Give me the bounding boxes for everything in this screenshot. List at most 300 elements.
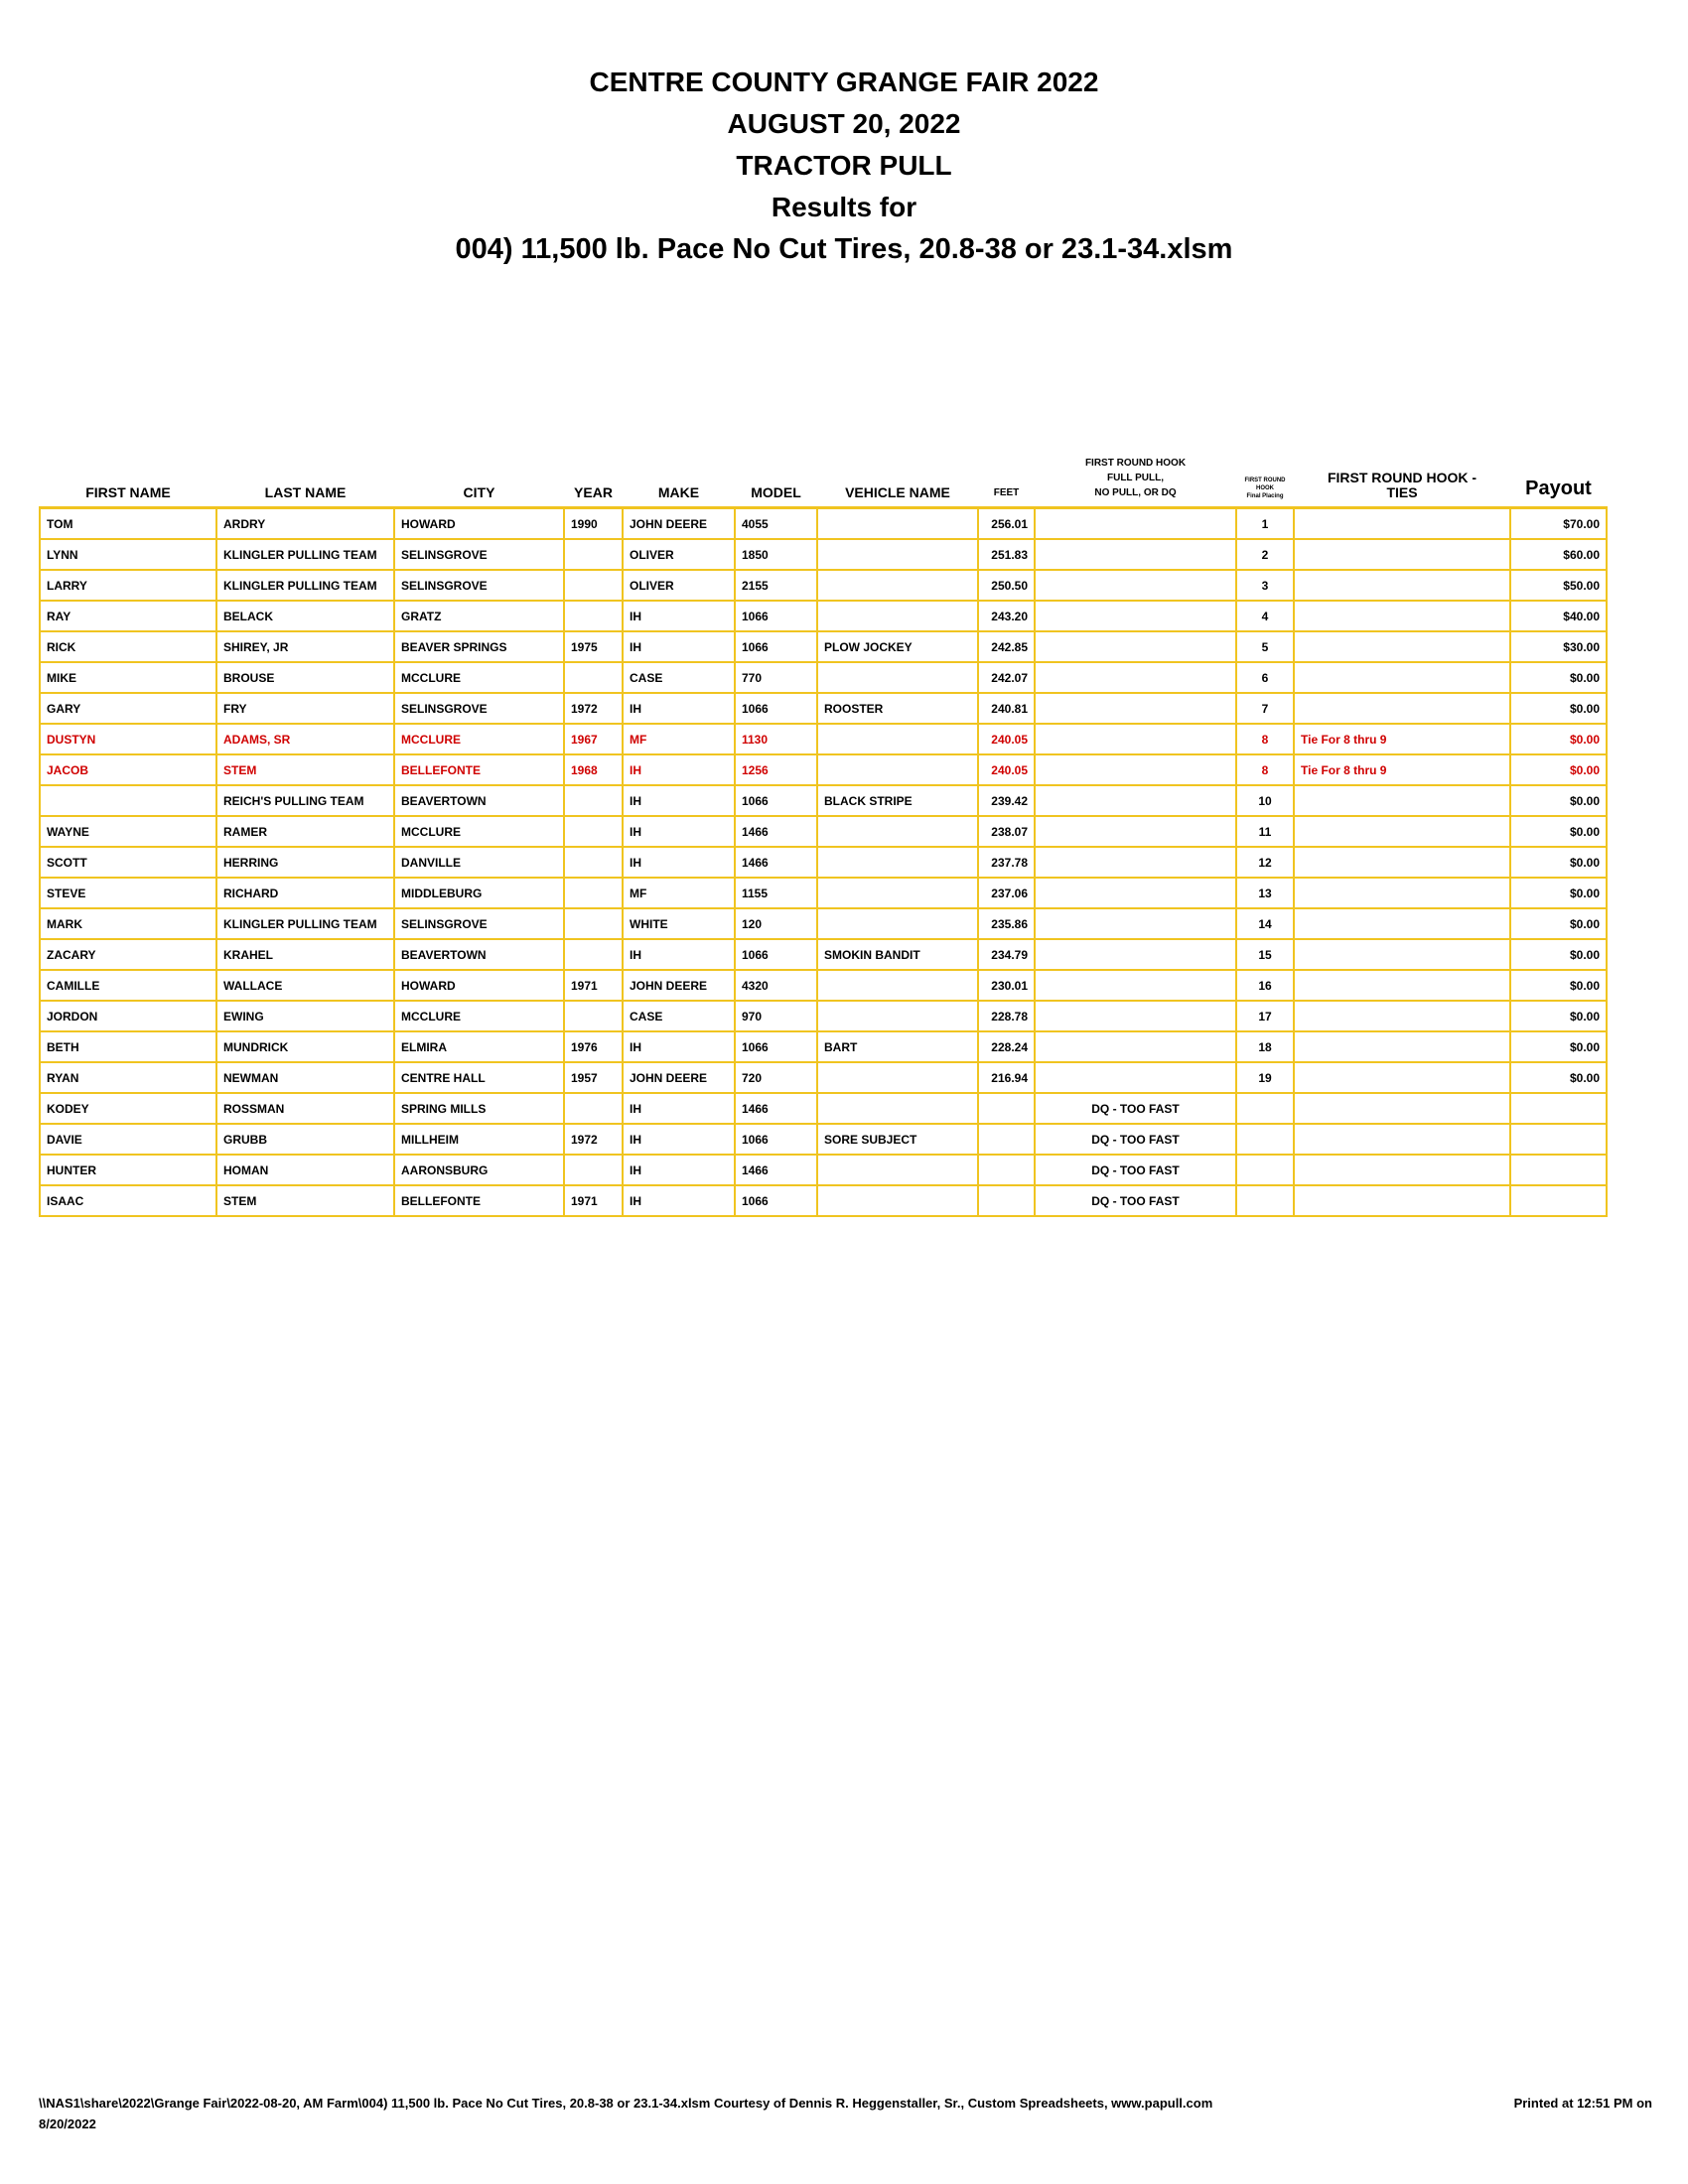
- cell-vehicle-name: [817, 847, 978, 878]
- cell-vehicle-name: [817, 539, 978, 570]
- cell-make: OLIVER: [623, 570, 735, 601]
- cell-vehicle-name: [817, 1185, 978, 1216]
- cell-make: IH: [623, 1031, 735, 1062]
- table-row: [40, 1031, 1607, 1062]
- col-payout: Payout: [1525, 478, 1592, 499]
- cell-payout: [1510, 1185, 1607, 1216]
- col-vehicle-name: VEHICLE NAME: [845, 484, 950, 500]
- cell-vehicle-name: [817, 754, 978, 785]
- cell-first-name: RYAN: [40, 1062, 216, 1093]
- table-row: [40, 939, 1607, 970]
- col-ties-line2: TIES: [1386, 484, 1418, 500]
- cell-payout: $0.00: [1510, 785, 1607, 816]
- cell-model: 1066: [735, 1185, 817, 1216]
- cell-last-name: FRY: [216, 693, 394, 724]
- table-row: [40, 662, 1607, 693]
- cell-hook-result: [1035, 816, 1236, 847]
- cell-hook-result: [1035, 662, 1236, 693]
- table-row: [40, 539, 1607, 570]
- cell-hook-result: [1035, 693, 1236, 724]
- cell-year: [564, 908, 623, 939]
- cell-final-placing: [1236, 1124, 1294, 1155]
- cell-last-name: STEM: [216, 1185, 394, 1216]
- table-row: [40, 508, 1607, 540]
- cell-last-name: BELACK: [216, 601, 394, 631]
- cell-model: 1466: [735, 1155, 817, 1185]
- cell-vehicle-name: [817, 601, 978, 631]
- cell-ties: [1294, 539, 1510, 570]
- cell-final-placing: 16: [1236, 970, 1294, 1001]
- cell-make: JOHN DEERE: [623, 970, 735, 1001]
- cell-payout: $0.00: [1510, 1062, 1607, 1093]
- cell-first-name: BETH: [40, 1031, 216, 1062]
- cell-payout: $0.00: [1510, 1031, 1607, 1062]
- cell-hook-result: [1035, 847, 1236, 878]
- cell-city: MIDDLEBURG: [394, 878, 564, 908]
- cell-year: [564, 1093, 623, 1124]
- printed-time: Printed at 12:51 PM on: [1513, 2096, 1652, 2111]
- cell-first-name: ISAAC: [40, 1185, 216, 1216]
- cell-feet: 237.06: [978, 878, 1035, 908]
- cell-vehicle-name: ROOSTER: [817, 693, 978, 724]
- cell-last-name: STEM: [216, 754, 394, 785]
- col-hook-line3: NO PULL, OR DQ: [1094, 487, 1177, 498]
- cell-last-name: MUNDRICK: [216, 1031, 394, 1062]
- cell-make: OLIVER: [623, 539, 735, 570]
- table-row: [40, 1001, 1607, 1031]
- cell-city: BELLEFONTE: [394, 754, 564, 785]
- cell-last-name: NEWMAN: [216, 1062, 394, 1093]
- cell-payout: $50.00: [1510, 570, 1607, 601]
- results-body: [40, 508, 1607, 1217]
- cell-ties: [1294, 1185, 1510, 1216]
- cell-city: HOWARD: [394, 508, 564, 540]
- table-row: [40, 754, 1607, 785]
- cell-vehicle-name: [817, 878, 978, 908]
- cell-make: IH: [623, 631, 735, 662]
- col-ties: [1294, 441, 1510, 508]
- cell-feet: [978, 1155, 1035, 1185]
- cell-feet: [978, 1124, 1035, 1155]
- cell-hook-result: DQ - TOO FAST: [1035, 1093, 1236, 1124]
- cell-payout: $40.00: [1510, 601, 1607, 631]
- cell-ties: [1294, 693, 1510, 724]
- col-year: YEAR: [574, 484, 613, 500]
- cell-ties: [1294, 939, 1510, 970]
- col-first-name: FIRST NAME: [85, 484, 171, 500]
- cell-last-name: ROSSMAN: [216, 1093, 394, 1124]
- cell-year: 1972: [564, 693, 623, 724]
- cell-ties: [1294, 508, 1510, 540]
- cell-hook-result: [1035, 908, 1236, 939]
- cell-hook-result: [1035, 1031, 1236, 1062]
- cell-first-name: CAMILLE: [40, 970, 216, 1001]
- table-row: [40, 601, 1607, 631]
- col-hook-line2: FULL PULL,: [1106, 473, 1165, 483]
- cell-vehicle-name: [817, 908, 978, 939]
- cell-hook-result: [1035, 631, 1236, 662]
- cell-model: 120: [735, 908, 817, 939]
- cell-vehicle-name: [817, 1062, 978, 1093]
- cell-ties: [1294, 601, 1510, 631]
- cell-year: [564, 1001, 623, 1031]
- cell-vehicle-name: [817, 1155, 978, 1185]
- cell-city: HOWARD: [394, 970, 564, 1001]
- cell-feet: 251.83: [978, 539, 1035, 570]
- cell-vehicle-name: [817, 816, 978, 847]
- event-title: CENTRE COUNTY GRANGE FAIR 2022: [589, 67, 1099, 97]
- cell-year: [564, 1155, 623, 1185]
- cell-payout: $0.00: [1510, 908, 1607, 939]
- cell-final-placing: 13: [1236, 878, 1294, 908]
- cell-final-placing: 8: [1236, 754, 1294, 785]
- event-name: TRACTOR PULL: [736, 150, 952, 181]
- cell-final-placing: 15: [1236, 939, 1294, 970]
- cell-first-name: MARK: [40, 908, 216, 939]
- cell-model: 4320: [735, 970, 817, 1001]
- file-path: \\NAS1\share\2022\Grange Fair\2022-08-20, AM Farm\004) 11,500 lb. Pace No Cut Tires, 20.8-38 or 23.1-34.xlsm Courtesy of Dennis R. Heggenstaller, Sr., Custom Spreadsheets, www.papull.com: [39, 2096, 1213, 2111]
- table-header-row: [40, 441, 1607, 508]
- cell-vehicle-name: SMOKIN BANDIT: [817, 939, 978, 970]
- cell-year: [564, 816, 623, 847]
- col-last-name: LAST NAME: [264, 484, 347, 500]
- cell-model: 1466: [735, 847, 817, 878]
- table-row: [40, 970, 1607, 1001]
- cell-feet: 242.07: [978, 662, 1035, 693]
- cell-first-name: LYNN: [40, 539, 216, 570]
- cell-vehicle-name: [817, 970, 978, 1001]
- cell-year: 1976: [564, 1031, 623, 1062]
- cell-first-name: STEVE: [40, 878, 216, 908]
- table-row: [40, 785, 1607, 816]
- cell-final-placing: 2: [1236, 539, 1294, 570]
- cell-last-name: RAMER: [216, 816, 394, 847]
- cell-make: IH: [623, 816, 735, 847]
- col-placing-line2: HOOK: [1256, 485, 1274, 491]
- col-hook-line1: FIRST ROUND HOOK: [1084, 458, 1187, 469]
- cell-payout: $0.00: [1510, 939, 1607, 970]
- cell-city: DANVILLE: [394, 847, 564, 878]
- cell-city: SELINSGROVE: [394, 693, 564, 724]
- cell-final-placing: [1236, 1093, 1294, 1124]
- cell-feet: 235.86: [978, 908, 1035, 939]
- cell-feet: 228.78: [978, 1001, 1035, 1031]
- cell-vehicle-name: BLACK STRIPE: [817, 785, 978, 816]
- cell-make: IH: [623, 601, 735, 631]
- cell-year: 1990: [564, 508, 623, 540]
- cell-model: 1850: [735, 539, 817, 570]
- cell-vehicle-name: [817, 1093, 978, 1124]
- cell-city: GRATZ: [394, 601, 564, 631]
- cell-final-placing: 10: [1236, 785, 1294, 816]
- cell-first-name: HUNTER: [40, 1155, 216, 1185]
- cell-payout: $60.00: [1510, 539, 1607, 570]
- cell-year: 1968: [564, 754, 623, 785]
- cell-vehicle-name: BART: [817, 1031, 978, 1062]
- cell-final-placing: 5: [1236, 631, 1294, 662]
- cell-make: IH: [623, 693, 735, 724]
- col-feet: FEET: [993, 487, 1020, 498]
- cell-final-placing: 7: [1236, 693, 1294, 724]
- cell-payout: $0.00: [1510, 816, 1607, 847]
- cell-model: 2155: [735, 570, 817, 601]
- cell-model: 1155: [735, 878, 817, 908]
- cell-city: SELINSGROVE: [394, 570, 564, 601]
- table-row: [40, 1124, 1607, 1155]
- cell-ties: Tie For 8 thru 9: [1294, 724, 1510, 754]
- cell-model: 1466: [735, 1093, 817, 1124]
- cell-hook-result: [1035, 601, 1236, 631]
- cell-final-placing: 3: [1236, 570, 1294, 601]
- cell-hook-result: [1035, 570, 1236, 601]
- cell-final-placing: 17: [1236, 1001, 1294, 1031]
- cell-ties: [1294, 1062, 1510, 1093]
- cell-first-name: SCOTT: [40, 847, 216, 878]
- table-row: [40, 1062, 1607, 1093]
- cell-model: 1066: [735, 1031, 817, 1062]
- table-row: [40, 1185, 1607, 1216]
- table-row: [40, 1155, 1607, 1185]
- cell-ties: [1294, 1124, 1510, 1155]
- cell-ties: [1294, 662, 1510, 693]
- cell-final-placing: 14: [1236, 908, 1294, 939]
- cell-feet: 228.24: [978, 1031, 1035, 1062]
- cell-year: 1971: [564, 970, 623, 1001]
- cell-model: 1066: [735, 939, 817, 970]
- cell-model: 4055: [735, 508, 817, 540]
- cell-model: 1130: [735, 724, 817, 754]
- cell-year: [564, 570, 623, 601]
- cell-last-name: KLINGLER PULLING TEAM: [216, 908, 394, 939]
- cell-ties: [1294, 1155, 1510, 1185]
- cell-hook-result: [1035, 508, 1236, 540]
- cell-model: 1256: [735, 754, 817, 785]
- cell-city: AARONSBURG: [394, 1155, 564, 1185]
- cell-make: IH: [623, 1185, 735, 1216]
- cell-last-name: HERRING: [216, 847, 394, 878]
- cell-vehicle-name: SORE SUBJECT: [817, 1124, 978, 1155]
- cell-payout: $0.00: [1510, 1001, 1607, 1031]
- cell-last-name: BROUSE: [216, 662, 394, 693]
- cell-model: 720: [735, 1062, 817, 1093]
- cell-final-placing: 8: [1236, 724, 1294, 754]
- cell-make: IH: [623, 1155, 735, 1185]
- cell-last-name: GRUBB: [216, 1124, 394, 1155]
- cell-make: JOHN DEERE: [623, 1062, 735, 1093]
- cell-ties: [1294, 1001, 1510, 1031]
- cell-payout: $0.00: [1510, 662, 1607, 693]
- cell-make: MF: [623, 878, 735, 908]
- cell-payout: $0.00: [1510, 878, 1607, 908]
- cell-feet: 216.94: [978, 1062, 1035, 1093]
- cell-first-name: JACOB: [40, 754, 216, 785]
- table-row: [40, 724, 1607, 754]
- cell-last-name: KRAHEL: [216, 939, 394, 970]
- cell-first-name: JORDON: [40, 1001, 216, 1031]
- col-hook: [1035, 441, 1236, 508]
- cell-year: [564, 785, 623, 816]
- cell-hook-result: [1035, 878, 1236, 908]
- cell-feet: 238.07: [978, 816, 1035, 847]
- cell-city: BEAVERTOWN: [394, 939, 564, 970]
- col-placing-line3: Final Placing: [1246, 493, 1284, 499]
- cell-hook-result: DQ - TOO FAST: [1035, 1185, 1236, 1216]
- cell-first-name: ZACARY: [40, 939, 216, 970]
- cell-city: SELINSGROVE: [394, 908, 564, 939]
- cell-payout: [1510, 1093, 1607, 1124]
- cell-payout: $0.00: [1510, 970, 1607, 1001]
- cell-payout: $0.00: [1510, 754, 1607, 785]
- cell-make: IH: [623, 754, 735, 785]
- class-file-name: 004) 11,500 lb. Pace No Cut Tires, 20.8-38 or 23.1-34.xlsm: [455, 233, 1233, 265]
- cell-vehicle-name: PLOW JOCKEY: [817, 631, 978, 662]
- cell-city: SELINSGROVE: [394, 539, 564, 570]
- col-ties-line1: FIRST ROUND HOOK -: [1327, 470, 1477, 485]
- cell-feet: 240.05: [978, 754, 1035, 785]
- cell-make: WHITE: [623, 908, 735, 939]
- cell-feet: 234.79: [978, 939, 1035, 970]
- col-placing-line1: FIRST ROUND: [1244, 478, 1286, 483]
- cell-final-placing: 4: [1236, 601, 1294, 631]
- cell-make: IH: [623, 785, 735, 816]
- cell-make: IH: [623, 847, 735, 878]
- cell-ties: [1294, 816, 1510, 847]
- table-row: [40, 570, 1607, 601]
- cell-model: 1066: [735, 601, 817, 631]
- table-row: [40, 693, 1607, 724]
- cell-feet: 237.78: [978, 847, 1035, 878]
- col-make: MAKE: [657, 484, 700, 500]
- cell-model: 1066: [735, 785, 817, 816]
- cell-feet: 250.50: [978, 570, 1035, 601]
- cell-vehicle-name: [817, 724, 978, 754]
- cell-model: 1066: [735, 693, 817, 724]
- cell-feet: 240.81: [978, 693, 1035, 724]
- cell-last-name: HOMAN: [216, 1155, 394, 1185]
- cell-make: IH: [623, 1093, 735, 1124]
- table-row: [40, 878, 1607, 908]
- cell-first-name: MIKE: [40, 662, 216, 693]
- table-row: [40, 847, 1607, 878]
- cell-year: [564, 939, 623, 970]
- cell-make: CASE: [623, 662, 735, 693]
- cell-last-name: KLINGLER PULLING TEAM: [216, 539, 394, 570]
- cell-last-name: WALLACE: [216, 970, 394, 1001]
- cell-hook-result: [1035, 1001, 1236, 1031]
- page-footer: [39, 2093, 1652, 2134]
- cell-first-name: DAVIE: [40, 1124, 216, 1155]
- cell-feet: 243.20: [978, 601, 1035, 631]
- cell-final-placing: 11: [1236, 816, 1294, 847]
- cell-make: JOHN DEERE: [623, 508, 735, 540]
- cell-city: MCCLURE: [394, 724, 564, 754]
- cell-city: MCCLURE: [394, 662, 564, 693]
- cell-city: BELLEFONTE: [394, 1185, 564, 1216]
- cell-city: MCCLURE: [394, 1001, 564, 1031]
- cell-hook-result: [1035, 724, 1236, 754]
- cell-ties: [1294, 1031, 1510, 1062]
- cell-final-placing: 18: [1236, 1031, 1294, 1062]
- cell-hook-result: [1035, 939, 1236, 970]
- cell-first-name: KODEY: [40, 1093, 216, 1124]
- cell-hook-result: [1035, 754, 1236, 785]
- cell-last-name: RICHARD: [216, 878, 394, 908]
- cell-hook-result: [1035, 1062, 1236, 1093]
- cell-city: BEAVER SPRINGS: [394, 631, 564, 662]
- cell-feet: 239.42: [978, 785, 1035, 816]
- cell-city: CENTRE HALL: [394, 1062, 564, 1093]
- cell-model: 970: [735, 1001, 817, 1031]
- cell-first-name: [40, 785, 216, 816]
- table-row: [40, 1093, 1607, 1124]
- cell-hook-result: DQ - TOO FAST: [1035, 1155, 1236, 1185]
- cell-ties: [1294, 785, 1510, 816]
- cell-city: MILLHEIM: [394, 1124, 564, 1155]
- cell-model: 1066: [735, 631, 817, 662]
- cell-city: MCCLURE: [394, 816, 564, 847]
- cell-vehicle-name: [817, 570, 978, 601]
- cell-last-name: ARDRY: [216, 508, 394, 540]
- cell-model: 1066: [735, 1124, 817, 1155]
- cell-make: IH: [623, 1124, 735, 1155]
- cell-last-name: EWING: [216, 1001, 394, 1031]
- cell-year: [564, 878, 623, 908]
- cell-final-placing: 12: [1236, 847, 1294, 878]
- results-label: Results for: [771, 192, 917, 222]
- cell-year: [564, 847, 623, 878]
- cell-vehicle-name: [817, 662, 978, 693]
- cell-payout: [1510, 1124, 1607, 1155]
- cell-first-name: LARRY: [40, 570, 216, 601]
- cell-ties: [1294, 847, 1510, 878]
- cell-feet: 240.05: [978, 724, 1035, 754]
- cell-year: 1975: [564, 631, 623, 662]
- cell-payout: $0.00: [1510, 847, 1607, 878]
- cell-city: ELMIRA: [394, 1031, 564, 1062]
- cell-year: 1967: [564, 724, 623, 754]
- cell-payout: $30.00: [1510, 631, 1607, 662]
- table-row: [40, 816, 1607, 847]
- cell-make: MF: [623, 724, 735, 754]
- cell-final-placing: 6: [1236, 662, 1294, 693]
- cell-year: [564, 539, 623, 570]
- cell-vehicle-name: [817, 1001, 978, 1031]
- cell-year: 1957: [564, 1062, 623, 1093]
- cell-payout: [1510, 1155, 1607, 1185]
- cell-vehicle-name: [817, 508, 978, 540]
- cell-year: 1971: [564, 1185, 623, 1216]
- cell-feet: 230.01: [978, 970, 1035, 1001]
- cell-ties: [1294, 631, 1510, 662]
- cell-first-name: DUSTYN: [40, 724, 216, 754]
- cell-hook-result: DQ - TOO FAST: [1035, 1124, 1236, 1155]
- cell-feet: 256.01: [978, 508, 1035, 540]
- cell-year: [564, 662, 623, 693]
- cell-final-placing: [1236, 1185, 1294, 1216]
- cell-make: IH: [623, 939, 735, 970]
- table-row: [40, 908, 1607, 939]
- cell-final-placing: [1236, 1155, 1294, 1185]
- col-final-placing: [1236, 441, 1294, 508]
- cell-city: BEAVERTOWN: [394, 785, 564, 816]
- cell-ties: [1294, 970, 1510, 1001]
- cell-first-name: RICK: [40, 631, 216, 662]
- cell-make: CASE: [623, 1001, 735, 1031]
- cell-ties: [1294, 1093, 1510, 1124]
- cell-feet: 242.85: [978, 631, 1035, 662]
- cell-city: SPRING MILLS: [394, 1093, 564, 1124]
- cell-ties: [1294, 878, 1510, 908]
